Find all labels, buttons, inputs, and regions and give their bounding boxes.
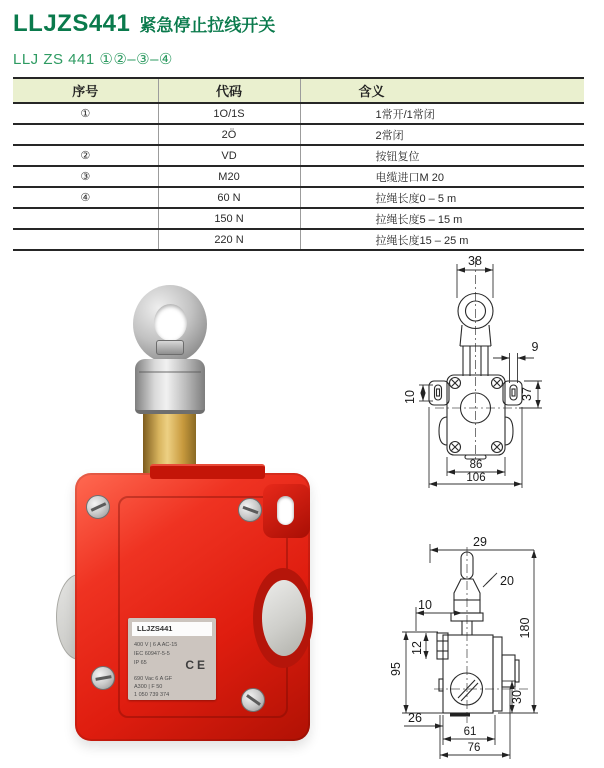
eye-bolt-nut xyxy=(156,340,184,355)
cell-index xyxy=(13,124,158,145)
table-row xyxy=(13,166,584,187)
label-line: 400 V | 6 A AC-15 xyxy=(134,642,178,648)
dim-stem-offset: 10 xyxy=(418,598,432,612)
dim-eye-width: 38 xyxy=(468,254,482,268)
cell-index: ③ xyxy=(13,166,158,187)
table-row xyxy=(13,124,584,145)
order-code-line: LLJ ZS 441 ①②–③–④ xyxy=(13,51,173,68)
table-row xyxy=(13,103,584,124)
spec-table xyxy=(13,77,584,251)
dim-ear-height: 37 xyxy=(520,387,534,401)
dim-depth: 61 xyxy=(463,726,477,738)
cover-screw xyxy=(241,688,265,712)
cover-screw xyxy=(86,495,110,519)
dim-guide-height: 12 xyxy=(410,641,424,655)
eye-bolt-hole xyxy=(154,304,187,341)
product-model: LLJZS441 xyxy=(13,10,131,37)
cell-meaning: 拉绳长度15 – 25 m xyxy=(300,229,584,250)
dim-slot-width: 9 xyxy=(531,340,539,354)
cable-gland-right xyxy=(262,580,306,656)
dim-slot-height: 10 xyxy=(403,390,417,404)
mounting-ear-hole xyxy=(277,496,294,525)
front-view-drawing xyxy=(395,250,600,490)
cell-code: 2Ö xyxy=(158,124,300,145)
label-line: 1 050 739 374 xyxy=(134,692,170,698)
dim-top-width: 29 xyxy=(473,535,487,549)
cell-meaning: 拉绳长度5 – 15 m xyxy=(300,208,584,229)
header-meaning: 含义 xyxy=(300,78,584,103)
cell-index: ② xyxy=(13,145,158,166)
cell-code: 150 N xyxy=(158,208,300,229)
table-row xyxy=(13,145,584,166)
cell-code: 1O/1S xyxy=(158,103,300,124)
cell-meaning: 拉绳长度0 – 5 m xyxy=(300,187,584,208)
cover-screw xyxy=(238,498,262,522)
side-view-drawing xyxy=(388,523,604,768)
dim-gland-height: 30 xyxy=(510,690,524,704)
label-model: LLJZS441 xyxy=(132,622,212,636)
table-row xyxy=(13,229,584,250)
label-line: A300 | F 50 xyxy=(134,684,163,690)
dim-total-height: 180 xyxy=(518,617,532,639)
top-plate xyxy=(150,464,265,479)
table-row xyxy=(13,187,584,208)
label-line: 690 Vac 6 A GF xyxy=(134,676,173,682)
dim-cone-width: 20 xyxy=(500,574,514,588)
dim-overall-width: 106 xyxy=(466,472,486,484)
dim-body-height: 95 xyxy=(389,662,403,676)
cell-meaning: 1常开/1常闭 xyxy=(300,103,584,124)
label-line: IP 65 xyxy=(134,660,147,666)
cell-index xyxy=(13,229,158,250)
cell-code: VD xyxy=(158,145,300,166)
cell-meaning: 2常闭 xyxy=(300,124,584,145)
table-row xyxy=(13,208,584,229)
page-title xyxy=(13,10,275,38)
header-code: 代码 xyxy=(158,78,300,103)
product-description-cn: 紧急停止拉线开关 xyxy=(139,16,276,35)
cell-meaning: 电缆进口M 20 xyxy=(300,166,584,187)
cell-index: ④ xyxy=(13,187,158,208)
ce-mark: CE xyxy=(185,658,208,672)
cell-meaning: 按钮复位 xyxy=(300,145,584,166)
cell-code: 60 N xyxy=(158,187,300,208)
dim-body-width: 86 xyxy=(469,459,483,471)
cell-index xyxy=(13,208,158,229)
cell-index: ① xyxy=(13,103,158,124)
dim-total-depth: 76 xyxy=(467,742,481,754)
table-header-row xyxy=(13,78,584,103)
cell-code: 220 N xyxy=(158,229,300,250)
rating-label xyxy=(128,618,216,700)
label-line: IEC 60947-5-5 xyxy=(134,651,170,657)
cover-screw xyxy=(91,666,115,690)
metal-collar xyxy=(135,359,205,414)
dim-base-offset: 26 xyxy=(408,711,422,725)
cell-code: M20 xyxy=(158,166,300,187)
product-photo xyxy=(50,258,330,758)
header-index: 序号 xyxy=(13,78,158,103)
